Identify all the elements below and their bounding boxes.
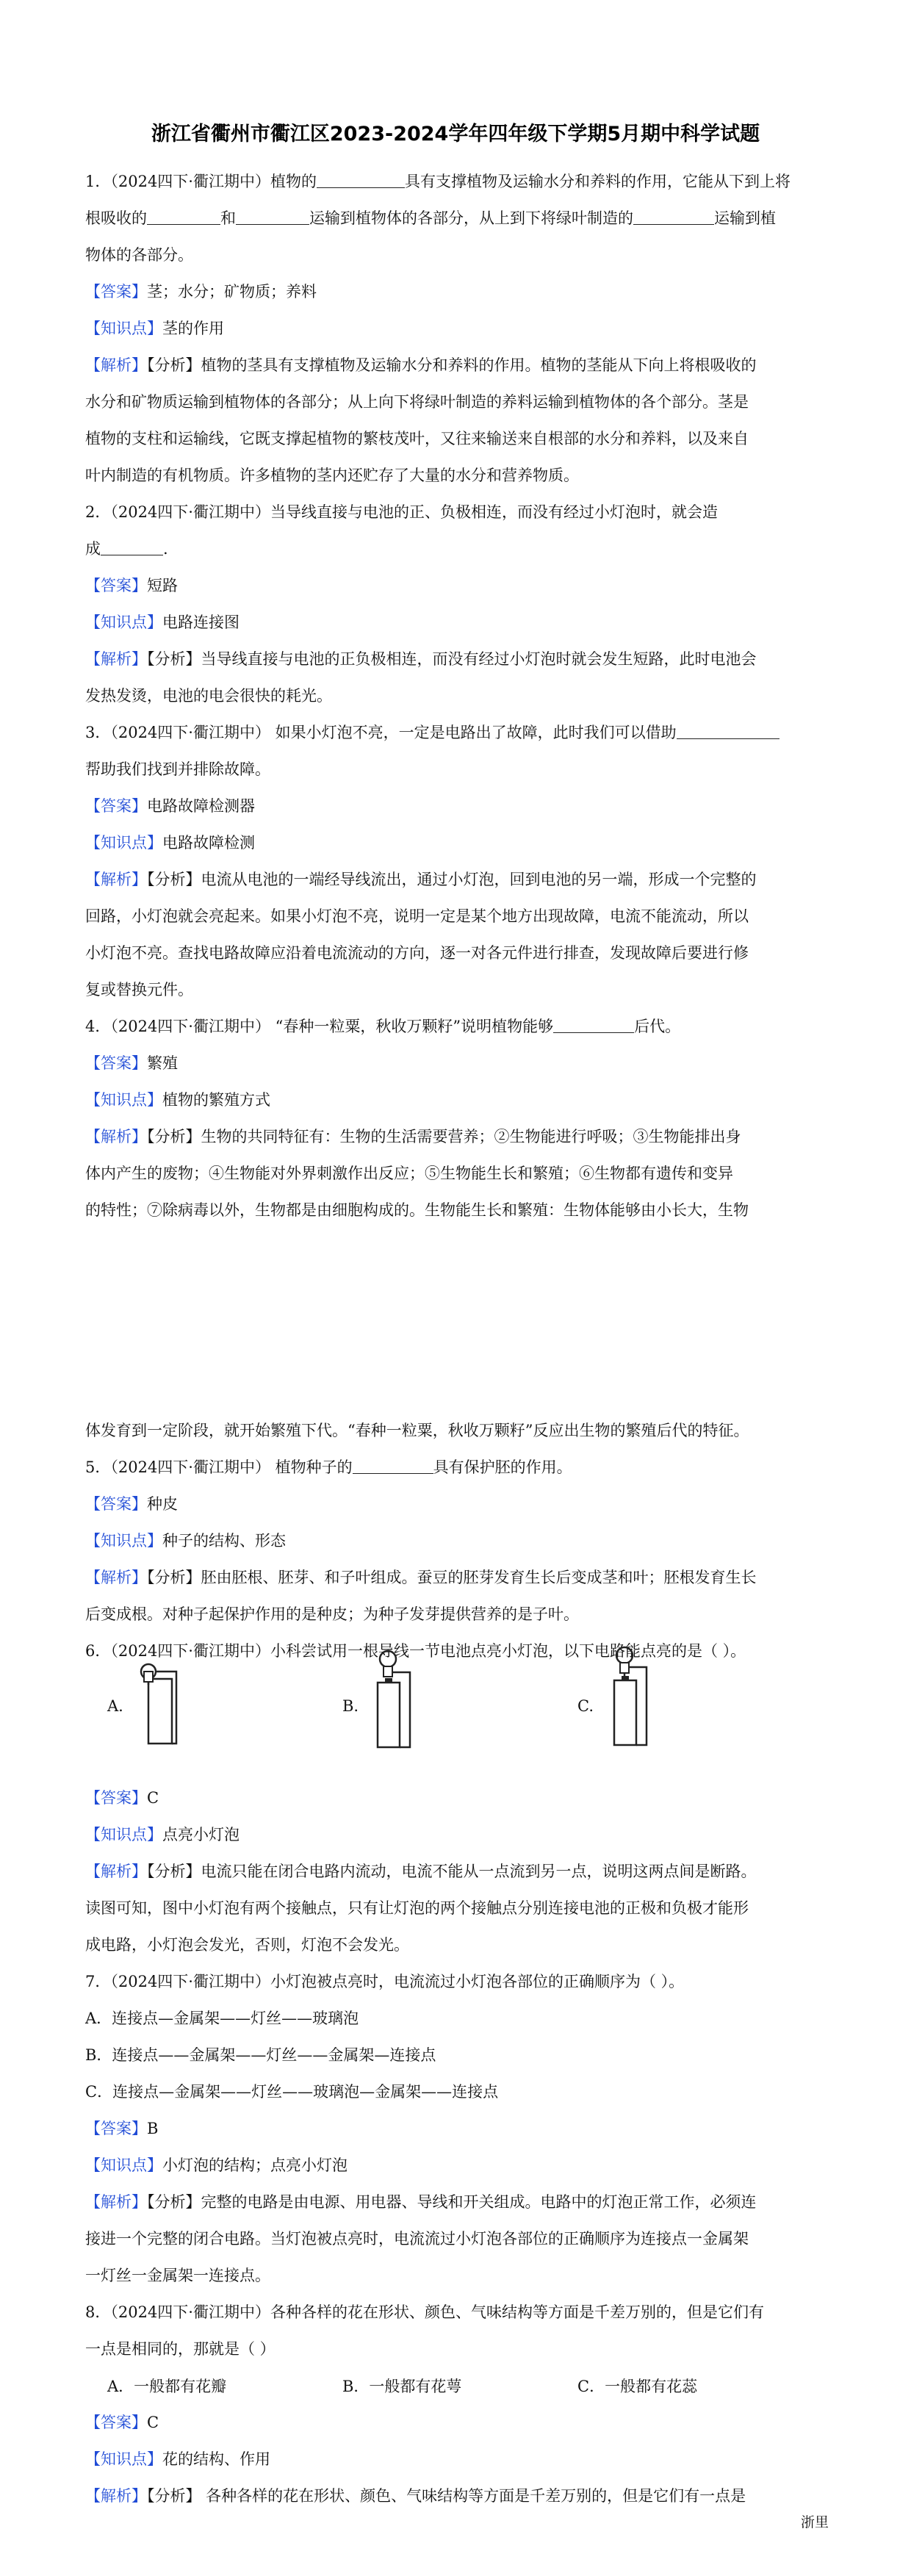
- q8-option-c: C．一般都有花蕊: [577, 2378, 698, 2395]
- text-span: B．连接点——金属架——灯丝——金属架—连接点: [85, 2046, 436, 2064]
- text-span: 复或替换元件。: [85, 981, 193, 999]
- text-span: 种子的结构、形态: [162, 1532, 286, 1550]
- fill-blank: [353, 1457, 433, 1474]
- text-line: [85, 279, 829, 304]
- text-line: [85, 1638, 829, 1663]
- fill-blank: [147, 208, 220, 225]
- answer-tag: 【解析】: [85, 2193, 147, 2211]
- answer-tag: 【解析】: [85, 2487, 147, 2505]
- text-span: 【分析】植物的茎具有支撑植物及运输水分和养料的作用。植物的茎能从下向上将根吸收的: [147, 356, 757, 374]
- text-span: 成: [85, 540, 101, 558]
- q6-option-c-label: C.: [577, 1697, 594, 1715]
- fill-blank: [236, 208, 309, 225]
- text-span: 【分析】电流只能在闭合电路内流动，电流不能从一点流到另一点，说明这两点间是断路。: [147, 1863, 757, 1880]
- text-line: [85, 2226, 829, 2251]
- answer-tag: 【答案】: [85, 1495, 147, 1513]
- answer-tag: 【答案】: [85, 2120, 147, 2137]
- text-line: [85, 1932, 829, 1957]
- text-line: [85, 1602, 829, 1627]
- text-line: [85, 1896, 829, 1921]
- text-span: 1．（2024四下·衢江期中）植物的: [85, 173, 317, 190]
- text-span: 水分和矿物质运输到植物体的各部分；从上向下将绿叶制造的养料运输到植物体的各个部分。茎是: [85, 393, 749, 411]
- text-span: 4．（2024四下·衢江期中） “春种一粒粟，秋收万颗籽”说明植物能够: [85, 1018, 554, 1035]
- text-line: [85, 2006, 829, 2031]
- text-line: [85, 242, 829, 267]
- text-line: [85, 2116, 829, 2141]
- answer-tag: 【解析】: [85, 1569, 147, 1586]
- text-line: [85, 1198, 829, 1223]
- text-span: 7．（2024四下·衢江期中）小灯泡被点亮时，电流流过小灯泡各部位的正确顺序为（ ）。: [85, 1973, 685, 1990]
- text-line: [85, 1418, 829, 1443]
- text-line: [85, 389, 829, 414]
- text-line: [85, 610, 829, 635]
- text-span: 叶内制造的有机物质。许多植物的茎内还贮存了大量的水分和营养物质。: [85, 467, 579, 484]
- answer-tag: 【解析】: [85, 356, 147, 374]
- text-line: [85, 536, 829, 561]
- q6-circuit-a-icon: [132, 1649, 191, 1752]
- text-span: 种皮: [147, 1495, 178, 1513]
- text-line: [85, 647, 829, 672]
- text-line: [85, 316, 829, 341]
- text-span: 运输到植: [714, 209, 776, 227]
- text-span: 小灯泡不亮。查找电路故障应沿着电流流动的方向，逐一对各元件进行排查，发现故障后要进行修: [85, 944, 749, 962]
- text-line: [85, 1014, 829, 1039]
- text-line: [85, 794, 829, 819]
- text-span: 植物的支柱和运输线，它既支撑起植物的繁枝茂叶，又往来输送来自根部的水分和养料，以及来自: [85, 430, 749, 447]
- q6-option-a-label: A.: [107, 1697, 123, 1715]
- text-line: [85, 2043, 829, 2068]
- text-line: [85, 1859, 829, 1884]
- answer-tag: 【答案】: [85, 283, 147, 301]
- text-span: 体内产生的废物；④生物能对外界刺激作出反应；⑤生物能生长和繁殖；⑥生物都有遗传和变异: [85, 1165, 733, 1182]
- text-line: [85, 573, 829, 598]
- fill-blank: [317, 171, 405, 188]
- text-line: [85, 904, 829, 929]
- answer-tag: 【知识点】: [85, 1532, 162, 1550]
- text-span: B: [147, 2120, 159, 2137]
- text-span: 后变成根。对种子起保护作用的是种皮；为种子发芽提供营养的是子叶。: [85, 1605, 579, 1623]
- answer-tag: 【知识点】: [85, 320, 162, 337]
- text-span: 【分析】当导线直接与电池的正负极相连，而没有经过小灯泡时就会发生短路，此时电池会: [147, 650, 757, 668]
- text-span: 短路: [147, 577, 178, 594]
- text-line: [85, 757, 829, 782]
- fill-blank: [101, 539, 163, 555]
- text-line: [85, 1087, 829, 1112]
- text-span: C．连接点—金属架——灯丝——玻璃泡—金属架——连接点: [85, 2083, 499, 2101]
- text-span: 具有支撑植物及运输水分和养料的作用，它能从下到上将: [404, 173, 791, 190]
- text-line: [85, 2300, 829, 2325]
- text-line: [85, 940, 829, 965]
- answer-tag: 【知识点】: [85, 834, 162, 852]
- text-span: 茎的作用: [162, 320, 224, 337]
- answer-tag: 【答案】: [85, 1789, 147, 1807]
- text-span: 5．（2024四下·衢江期中） 植物种子的: [85, 1458, 353, 1476]
- text-span: .: [163, 540, 168, 558]
- answer-tag: 【知识点】: [85, 2450, 162, 2468]
- answer-tag: 【知识点】: [85, 1826, 162, 1843]
- text-line: [85, 2079, 829, 2104]
- text-span: 【分析】电流从电池的一端经导线流出，通过小灯泡，回到电池的另一端，形成一个完整的: [147, 871, 757, 888]
- text-line: [85, 1161, 829, 1186]
- q6-option-b-label: B.: [342, 1697, 359, 1715]
- text-span: 发热发烫，电池的电会很快的耗光。: [85, 687, 332, 705]
- text-line: [85, 2190, 829, 2215]
- text-span: 体发育到一定阶段，就开始繁殖下代。“春种一粒粟，秋收万颗籽”反应出生物的繁殖后代的特征。: [85, 1422, 749, 1439]
- fill-blank: [553, 1016, 634, 1033]
- text-span: 的特性；⑦除病毒以外，生物都是由细胞构成的。生物能生长和繁殖：生物体能够由小长大，生物: [85, 1201, 749, 1219]
- text-span: 3．（2024四下·衢江期中） 如果小灯泡不亮，一定是电路出了故障，此时我们可以借助: [85, 724, 677, 741]
- text-span: 茎；水分；矿物质；养料: [147, 283, 317, 301]
- text-line: [85, 206, 829, 231]
- text-line: [85, 830, 829, 855]
- answer-tag: 【答案】: [85, 2414, 147, 2431]
- fill-blank: [677, 722, 779, 739]
- text-span: 电路连接图: [162, 614, 240, 631]
- text-line: [85, 720, 829, 745]
- text-span: 后代。: [634, 1018, 681, 1035]
- text-span: 8．（2024四下·衢江期中）各种各样的花在形状、颜色、气味结构等方面是千差万别的，但是它们有: [85, 2303, 764, 2321]
- text-span: 运输到植物体的各部分，从上到下将绿叶制造的: [309, 209, 633, 227]
- text-span: 6．（2024四下·衢江期中）小科尝试用一根导线一节电池点亮小灯泡，以下电路能点亮的是（ ）。: [85, 1642, 746, 1660]
- text-span: 花的结构、作用: [162, 2450, 270, 2468]
- text-line: [85, 2447, 829, 2472]
- text-line: [85, 2153, 829, 2178]
- fill-blank: [633, 208, 714, 225]
- text-span: 电路故障检测器: [147, 797, 255, 815]
- text-span: 回路，小灯泡就会亮起来。如果小灯泡不亮，说明一定是某个地方出现故障，电流不能流动，所以: [85, 907, 749, 925]
- text-span: 【分析】生物的共同特征有：生物的生活需要营养；②生物能进行呼吸；③生物能排出身: [147, 1128, 741, 1145]
- text-span: 物体的各部分。: [85, 246, 193, 264]
- text-line: [85, 169, 829, 194]
- text-span: 小灯泡的结构；点亮小灯泡: [162, 2156, 348, 2174]
- text-span: 【分析】 各种各样的花在形状、颜色、气味结构等方面是千差万别的，但是它们有一点是: [147, 2487, 746, 2505]
- q6-circuit-c-icon: [602, 1642, 661, 1752]
- text-line: [85, 977, 829, 1002]
- answer-tag: 【答案】: [85, 577, 147, 594]
- answer-tag: 【解析】: [85, 871, 147, 888]
- answer-tag: 【知识点】: [85, 2156, 162, 2174]
- text-span: A．连接点—金属架——灯丝——玻璃泡: [85, 2010, 359, 2027]
- text-line: [85, 2410, 829, 2435]
- text-span: 电路故障检测: [162, 834, 255, 852]
- text-span: C: [147, 1789, 159, 1807]
- text-line: [85, 867, 829, 892]
- q6-circuit-b-icon: [367, 1646, 426, 1752]
- answer-tag: 【知识点】: [85, 1091, 162, 1109]
- text-span: 读图可知，图中小灯泡有两个接触点，只有让灯泡的两个接触点分别连接电池的正极和负极才能形: [85, 1899, 749, 1917]
- text-line: [85, 426, 829, 451]
- text-span: 【分析】完整的电路是由电源、用电器、导线和开关组成。电路中的灯泡正常工作，必须连: [147, 2193, 757, 2211]
- text-line: [85, 1124, 829, 1149]
- text-span: 【分析】胚由胚根、胚芽、和子叶组成。蚕豆的胚芽发育生长后变成茎和叶；胚根发育生长: [147, 1569, 757, 1586]
- text-line: [85, 1785, 829, 1810]
- text-span: 成电路，小灯泡会发光，否则，灯泡不会发光。: [85, 1936, 409, 1954]
- text-line: [85, 2263, 829, 2288]
- text-span: 具有保护胚的作用。: [433, 1458, 572, 1476]
- text-line: [85, 1822, 829, 1847]
- text-span: 根吸收的: [85, 209, 147, 227]
- text-span: 繁殖: [147, 1054, 178, 1072]
- text-line: [85, 2336, 829, 2361]
- answer-tag: 【知识点】: [85, 614, 162, 631]
- page-footer: 浙里: [800, 2514, 829, 2530]
- text-line: [85, 1051, 829, 1076]
- text-line: [85, 1455, 829, 1480]
- text-line: [85, 353, 829, 378]
- text-line: [85, 463, 829, 488]
- text-span: 点亮小灯泡: [162, 1826, 240, 1843]
- answer-tag: 【解析】: [85, 1128, 147, 1145]
- answer-tag: 【答案】: [85, 797, 147, 815]
- text-line: [85, 1565, 829, 1590]
- answer-tag: 【答案】: [85, 1054, 147, 1072]
- text-span: 帮助我们找到并排除故障。: [85, 760, 270, 778]
- text-span: 和: [220, 209, 236, 227]
- text-line: [85, 1492, 829, 1517]
- text-line: [85, 1969, 829, 1994]
- text-span: 2．（2024四下·衢江期中）当导线直接与电池的正、负极相连，而没有经过小灯泡时，就会造: [85, 503, 718, 521]
- text-span: 一灯丝一金属架一连接点。: [85, 2267, 270, 2284]
- q8-option-b: B．一般都有花萼: [342, 2378, 462, 2395]
- text-line: [85, 2483, 829, 2508]
- text-line: [85, 500, 829, 525]
- page-title: 浙江省衢州市衢江区2023-2024学年四年级下学期5月期中科学试题: [151, 123, 760, 145]
- text-line: [85, 1528, 829, 1553]
- text-span: 植物的繁殖方式: [162, 1091, 270, 1109]
- text-span: C: [147, 2414, 159, 2431]
- text-span: 一点是相同的，那就是（ ）: [85, 2340, 276, 2358]
- text-span: 接进一个完整的闭合电路。当灯泡被点亮时，电流流过小灯泡各部位的正确顺序为连接点一金属架: [85, 2230, 749, 2248]
- answer-tag: 【解析】: [85, 650, 147, 668]
- q8-option-a: A．一般都有花瓣: [107, 2378, 227, 2395]
- answer-tag: 【解析】: [85, 1863, 147, 1880]
- text-line: [85, 683, 829, 708]
